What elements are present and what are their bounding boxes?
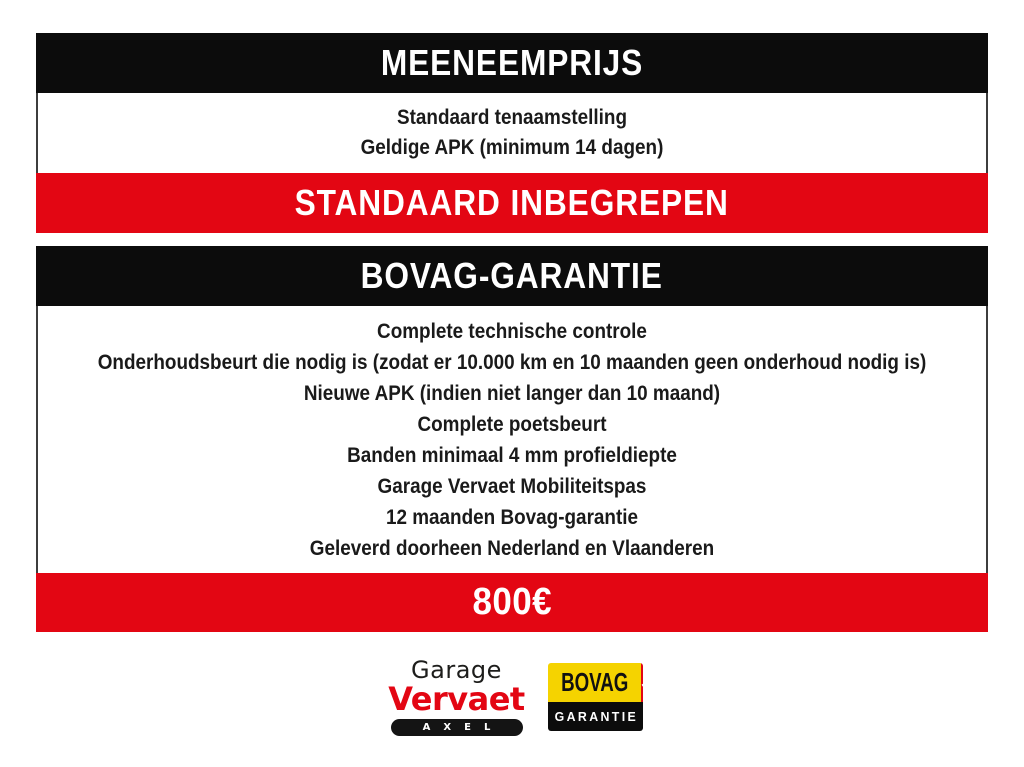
standaard-inbegrepen-label: STANDAARD INBEGREPEN bbox=[294, 182, 730, 223]
meeneemprijs-block bbox=[36, 33, 988, 233]
price-label: 800€ bbox=[472, 581, 552, 623]
list-item: Nieuwe APK (indien niet langer dan 10 maand) bbox=[303, 381, 721, 405]
garage-vervaet-logo-axel-badge: AXEL bbox=[391, 719, 523, 736]
meeneemprijs-title: MEENEEMPRIJS bbox=[380, 42, 644, 83]
meeneemprijs-items bbox=[85, 103, 938, 163]
list-item: Onderhoudsbeurt die nodig is (zodat er 10.000 km en 10 maanden geen onderhoud nodig is) bbox=[97, 350, 927, 374]
garage-vervaet-logo-line2: Vervaet bbox=[388, 680, 525, 718]
bovag-garantie-title: BOVAG-GARANTIE bbox=[360, 255, 664, 296]
check-icon bbox=[641, 663, 643, 702]
list-item: 12 maanden Bovag-garantie bbox=[385, 505, 639, 529]
bovag-logo-wordmark bbox=[548, 663, 641, 702]
standaard-inbegrepen-bar bbox=[36, 173, 988, 233]
price-bar bbox=[36, 573, 988, 632]
bovag-garantie-items bbox=[85, 316, 938, 564]
list-item: Banden minimaal 4 mm profieldiepte bbox=[347, 443, 677, 467]
bovag-garantie-block bbox=[36, 246, 988, 632]
meeneemprijs-header-bar bbox=[36, 33, 988, 93]
bovag-garantie-body bbox=[36, 306, 988, 573]
bovag-garantie-logo bbox=[548, 663, 643, 731]
list-item: Geldige APK (minimum 14 dagen) bbox=[360, 136, 664, 159]
list-item: Complete poetsbeurt bbox=[417, 412, 607, 436]
bovag-logo-text: BOVAG bbox=[560, 667, 628, 697]
bovag-logo-top bbox=[548, 663, 643, 702]
card-column bbox=[36, 33, 988, 632]
list-item: Standaard tenaamstelling bbox=[396, 106, 628, 129]
garage-vervaet-logo bbox=[382, 658, 532, 736]
meeneemprijs-body bbox=[36, 93, 988, 173]
list-item: Garage Vervaet Mobiliteitspas bbox=[377, 474, 647, 498]
bovag-garantie-header-bar bbox=[36, 246, 988, 306]
bovag-logo-garantie-bar bbox=[548, 702, 643, 731]
list-item: Geleverd doorheen Nederland en Vlaanderen bbox=[309, 536, 715, 560]
garage-vervaet-logo-line1: Garage bbox=[411, 656, 502, 684]
bovag-logo-garantie-text: GARANTIE bbox=[554, 709, 638, 724]
list-item: Complete technische controle bbox=[377, 319, 647, 343]
footer-logo-row bbox=[0, 658, 1024, 736]
